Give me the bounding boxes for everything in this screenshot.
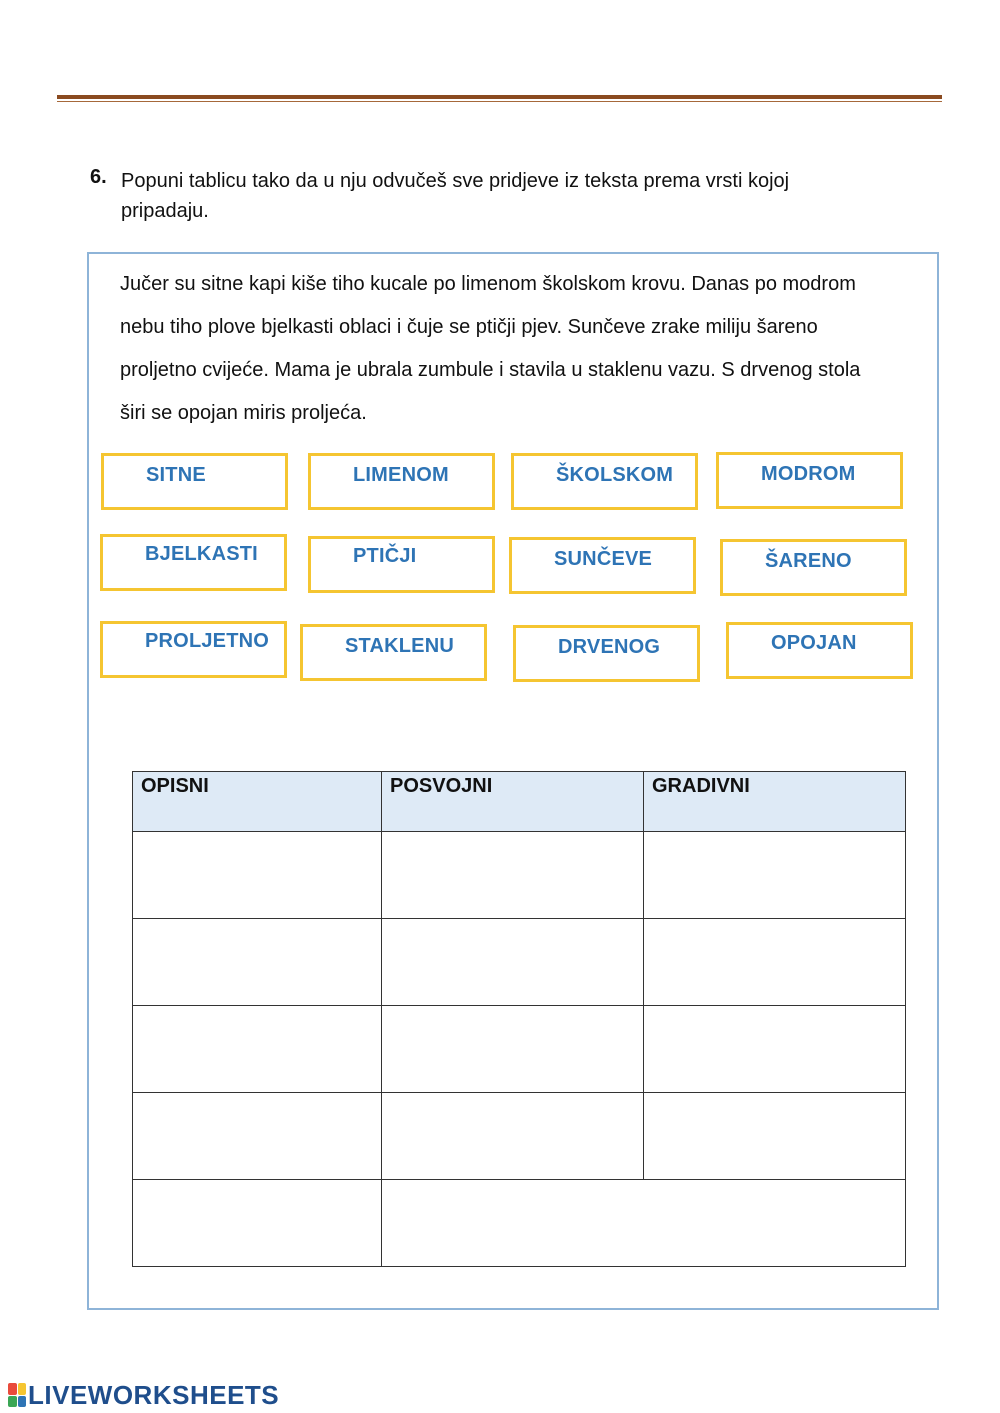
- header-opisni: OPISNI: [133, 772, 382, 832]
- top-rule-thin: [57, 101, 942, 102]
- drop-cell-opisni[interactable]: [133, 1093, 382, 1180]
- drop-cell-gradivni[interactable]: [644, 1006, 906, 1093]
- word-chip-label: PTIČJI: [353, 545, 417, 567]
- word-chip-drvenog[interactable]: [513, 625, 700, 682]
- word-chip-limenom[interactable]: [308, 453, 495, 510]
- table-row: [133, 1093, 906, 1180]
- word-chip-staklenu[interactable]: [300, 624, 487, 681]
- table-row: [133, 1006, 906, 1093]
- passage-line: Jučer su sitne kapi kiše tiho kucale po limenom školskom krovu. Danas po modrom: [120, 273, 856, 295]
- word-chip-label: MODROM: [761, 463, 856, 485]
- table-header-row: [133, 772, 906, 832]
- word-chip-sareno[interactable]: [720, 539, 907, 596]
- drop-cell-posvojni[interactable]: [382, 1093, 644, 1180]
- table-row: [133, 919, 906, 1006]
- word-chip-label: PROLJETNO: [145, 630, 270, 652]
- header-gradivni: GRADIVNI: [644, 772, 906, 832]
- word-chip-modrom[interactable]: [716, 452, 903, 509]
- word-chip-label: ŠKOLSKOM: [556, 464, 674, 486]
- footer-logo: [8, 1379, 280, 1410]
- top-rule: [57, 95, 942, 99]
- drop-cell-opisni[interactable]: [133, 919, 382, 1006]
- word-chip-label: DRVENOG: [558, 636, 661, 658]
- word-chip-suncev[interactable]: [509, 537, 696, 594]
- word-chip-proljetno[interactable]: [100, 621, 287, 678]
- drop-cell-gradivni[interactable]: [644, 832, 906, 919]
- drop-cell-opisni[interactable]: [133, 1180, 382, 1267]
- word-chip-label: OPOJAN: [771, 632, 857, 654]
- word-chip-pticji[interactable]: [308, 536, 495, 593]
- word-chip-bjelkasti[interactable]: [100, 534, 287, 591]
- drop-cell-opisni[interactable]: [133, 832, 382, 919]
- drop-cell-posvojni[interactable]: [382, 919, 644, 1006]
- word-chip-label: BJELKASTI: [145, 543, 258, 565]
- passage-line: širi se opojan miris proljeća.: [120, 402, 367, 424]
- footer-brand: LIVEWORKSHEETS: [28, 1379, 280, 1410]
- word-chip-label: SITNE: [146, 464, 206, 486]
- task-number: 6.: [90, 166, 107, 188]
- liveworksheets-logo-icon: [8, 1383, 26, 1407]
- word-chip-label: LIMENOM: [353, 464, 449, 486]
- adjective-table: [132, 771, 906, 1267]
- drop-cell-gradivni[interactable]: [644, 1093, 906, 1180]
- passage: [120, 263, 925, 435]
- table-row: [133, 1180, 906, 1267]
- header-posvojni: POSVOJNI: [382, 772, 644, 832]
- drop-cell-gradivni[interactable]: [644, 919, 906, 1006]
- word-chip-label: ŠARENO: [765, 550, 852, 572]
- task-instruction: Popuni tablicu tako da u nju odvučeš sve pridjeve iz teksta prema vrsti kojoj pripadaju.: [121, 170, 790, 222]
- word-chip-skolskom[interactable]: [511, 453, 698, 510]
- word-chip-sitne[interactable]: [101, 453, 288, 510]
- passage-line: proljetno cvijeće. Mama je ubrala zumbule i stavila u staklenu vazu. S drvenog stola: [120, 359, 861, 381]
- drop-cell-posvojni[interactable]: [382, 832, 644, 919]
- word-chip-label: STAKLENU: [345, 635, 455, 657]
- drop-cell-posvojni[interactable]: [382, 1006, 644, 1093]
- drop-cell-merged[interactable]: [382, 1180, 906, 1267]
- word-chip-label: SUNČEVE: [554, 548, 653, 570]
- word-chip-opojan[interactable]: [726, 622, 913, 679]
- passage-line: nebu tiho plove bjelkasti oblaci i čuje se ptičji pjev. Sunčeve zrake miliju šareno: [120, 316, 818, 338]
- drop-cell-opisni[interactable]: [133, 1006, 382, 1093]
- table-row: [133, 832, 906, 919]
